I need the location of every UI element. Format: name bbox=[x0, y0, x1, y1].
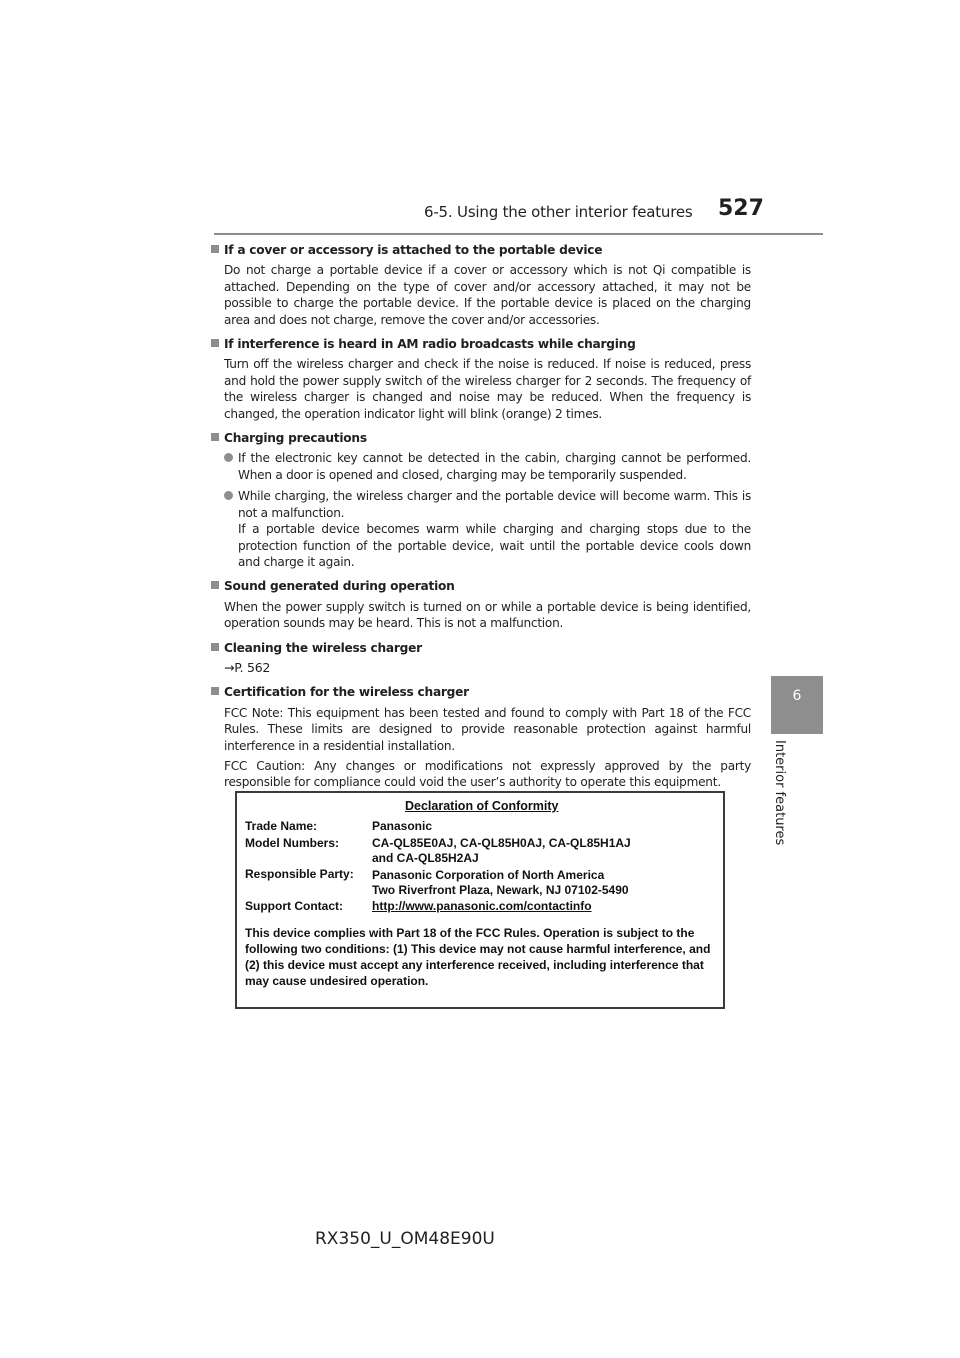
circle-bullet-icon bbox=[224, 491, 233, 500]
side-tab-number: 6 bbox=[771, 676, 823, 734]
heading-text: Certification for the wireless charger bbox=[224, 685, 469, 700]
square-bullet-icon bbox=[211, 581, 219, 589]
heading-text: If interference is heard in AM radio broadcasts while charging bbox=[224, 337, 636, 352]
list-item bbox=[224, 488, 751, 570]
responsible-party-value bbox=[372, 868, 629, 898]
heading-text: Cleaning the wireless charger bbox=[224, 640, 422, 655]
side-tab-label: Interior features bbox=[772, 740, 787, 846]
responsible-party-label: Responsible Party: bbox=[245, 867, 354, 881]
section-charging-precautions bbox=[211, 430, 751, 570]
model-numbers-line: CA-QL85E0AJ, CA-QL85H0AJ, CA-QL85H1AJ bbox=[372, 836, 631, 850]
model-numbers-value bbox=[372, 836, 631, 866]
square-bullet-icon bbox=[211, 245, 219, 253]
support-contact-label: Support Contact: bbox=[245, 899, 343, 913]
footer-manual-code: RX350_U_OM48E90U bbox=[315, 1229, 495, 1249]
bullet-text: If the electronic key cannot be detected in the cabin, charging cannot be performed. When a door is opened and closed, charging may be temporarily suspended. bbox=[238, 451, 751, 482]
trade-name-label: Trade Name: bbox=[245, 819, 318, 833]
support-contact-link[interactable]: http://www.panasonic.com/contactinfo bbox=[372, 899, 592, 913]
model-numbers-line: and CA-QL85H2AJ bbox=[372, 851, 479, 865]
heading-text: Charging precautions bbox=[224, 431, 367, 446]
support-contact-value bbox=[372, 899, 592, 914]
list-item bbox=[224, 450, 751, 483]
content bbox=[211, 242, 751, 799]
square-bullet-icon bbox=[211, 339, 219, 347]
responsible-party-line: Two Riverfront Plaza, Newark, NJ 07102-5490 bbox=[372, 883, 629, 897]
paragraph: FCC Note: This equipment has been tested and found to comply with Part 18 of the FCC Rules. These limits are designed to provide reasonable protection against harmful interference in a residential installation. bbox=[224, 705, 751, 753]
section-heading bbox=[211, 430, 751, 446]
header-rule bbox=[214, 233, 823, 235]
section-am-interference bbox=[211, 336, 751, 422]
declaration-of-conformity-box bbox=[235, 791, 725, 1009]
section-heading bbox=[211, 336, 751, 352]
bullet-text: If a portable device becomes warm while charging and charging stops due to the protection function of the portable device, wait until the portable device cools down and charge it again. bbox=[238, 522, 751, 569]
paragraph: Turn off the wireless charger and check if the noise is reduced. If noise is reduced, press and hold the power supply switch of the wireless charger for 2 seconds. The frequency of the wireless charger is changed and noise may be reduced. When the frequency is changed, the operation indicator light will blink (orange) 2 times. bbox=[224, 357, 751, 421]
model-numbers-label: Model Numbers: bbox=[245, 836, 340, 850]
page-number: 527 bbox=[718, 196, 764, 221]
paragraph: FCC Caution: Any changes or modifications not expressly approved by the party responsible for compliance could void the user’s authority to operate this equipment. bbox=[224, 758, 751, 790]
heading-text: If a cover or accessory is attached to the portable device bbox=[224, 243, 603, 257]
section-heading bbox=[211, 684, 751, 700]
header-section-title: 6-5. Using the other interior features bbox=[424, 203, 693, 221]
section-cleaning bbox=[211, 640, 751, 677]
section-heading bbox=[211, 578, 751, 594]
trade-name-value: Panasonic bbox=[372, 819, 433, 833]
circle-bullet-icon bbox=[224, 453, 233, 462]
section-heading bbox=[211, 640, 751, 656]
section-cover-accessory bbox=[211, 242, 751, 328]
square-bullet-icon bbox=[211, 433, 219, 441]
square-bullet-icon bbox=[211, 643, 219, 651]
paragraph: Do not charge a portable device if a cover or accessory which is not Qi compatible is attached. Depending on the type of cover and/or accessory attached, it may not be possible to charge the portable device. If the portable device is placed on the charging area and does not charge, remove the cover and/or accessories. bbox=[224, 263, 751, 327]
responsible-party-line: Panasonic Corporation of North America bbox=[372, 868, 605, 882]
section-heading bbox=[211, 242, 751, 258]
bullet-text: While charging, the wireless charger and the portable device will become warm. This is not a malfunction. bbox=[238, 489, 751, 520]
section-sound-generated bbox=[211, 578, 751, 631]
paragraph: When the power supply switch is turned on or while a portable device is being identified, operation sounds may be heard. This is not a malfunction. bbox=[224, 599, 751, 631]
square-bullet-icon bbox=[211, 687, 219, 695]
section-certification bbox=[211, 684, 751, 790]
compliance-statement: This device complies with Part 18 of the FCC Rules. Operation is subject to the following two conditions: (1) This device may not cause harmful interference, and (2) this device must accept any interference received, including interference that may cause undesired operation. bbox=[245, 926, 711, 988]
heading-text: Sound generated during operation bbox=[224, 579, 455, 594]
declaration-title: Declaration of Conformity bbox=[405, 799, 559, 813]
page-reference-link[interactable]: →P. 562 bbox=[224, 659, 271, 675]
